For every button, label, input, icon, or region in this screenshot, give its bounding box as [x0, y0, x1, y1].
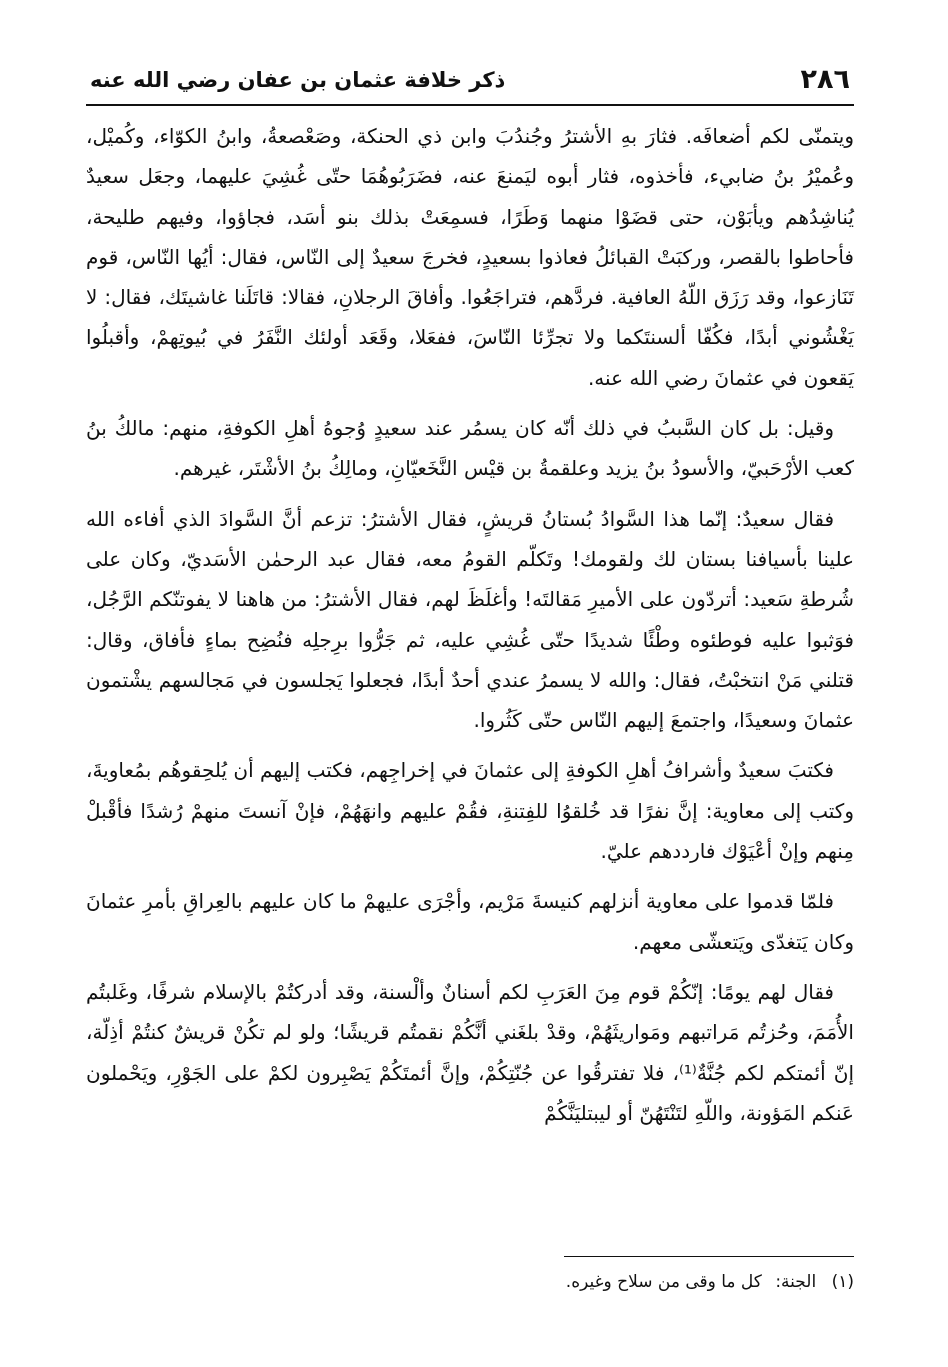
page-header — [86, 60, 854, 106]
running-title: ذكر خلافة عثمان بن عفان رضي الله عنه — [90, 68, 506, 92]
paragraph-2: وقيل: بل كان السَّببُ في ذلك أنّه كان يسمُر عند سعيدٍ وُجوهُ أهلِ الكوفةِ، منهم: مالكُ بنُ كعب الأرْحَبيّ، والأسودُ بنُ يزيد وعلقمةُ بن قيْس النَّخَعيّانِ، ومالِكُ بنُ الأشْتَر، غيرهم. — [86, 416, 854, 481]
paragraph-5: فلمّا قدموا على معاوية أنزلهم كنيسةَ مَرْيم، وأجْرَى عليهمْ ما كان عليهم بالعِراقِ بأمرِ عثمانَ وكان يَتغدّى ويَتعشّى معهم. — [86, 889, 854, 954]
paragraph-1: ويتمنّى لكم أضعافَه. فثارَ بهِ الأشترُ وجُندُبَ وابن ذي الحنكة، وصَعْصعةُ، وابنُ الكوّاء، وكُميْل، وعُميْرُ بنُ ضابيء، فأخذوه، فثار أبوه ليَمنعَ عنه، فضَرَبُوهُمَا حتّى غُشِيَ عليهما، وجعَل سعيدٌ يُناشِدُهم ويأبَوْن، حتى قضَوْا منهما وَطَرًا، فسمِعَتْ بذلك بنو أسَد، فجاؤوا، وفيهم طليحة، فأحاطوا بالقصر، وركبَتْ القبائلُ فعاذوا بسعيدٍ، فخرجَ سعيدٌ إلى النّاس، فقال: أيُها النّاس، قوم تَنَازعوا، وقد رَزَق اللّهُ العافية. فردَّهم، فتراجَعُوا. وأفاقَ الرجلانِ، فقالا: قاتَلَنا غاشيتَك، فقال: لا يَغْشُوني أبدًا، فكُفّا ألسنتَكما ولا تجرِّئا النّاسَ، ففعَلا، وقَعَد أولئك النَّفَرُ في بُيوتِهمْ، وأقبلُوا يَقعون في عثمانَ رضي الله عنه. — [86, 124, 854, 390]
footnote-divider — [564, 1256, 854, 1257]
paragraph-4: فكتبَ سعيدٌ وأشرافُ أهلِ الكوفةِ إلى عثمانَ في إخراجِهم، فكتب إليهم أن يُلحِقوهُم بمُعاويةَ، وكتب إلى معاوية: إنَّ نفرًا قد خُلقوُا للفِتنةِ، فقُمْ عليهم وانهَهُمْ، فإنْ آنستَ منهمْ رُشدًا فأقْبلْ مِنهم وإنْ أعْيَوْك فارددهم عليّ. — [86, 758, 854, 864]
footnote-number: (١) — [831, 1272, 854, 1292]
paragraph-6: فقال لهم يومًا: إنّكُمْ قوم مِنَ العَرَبِ لكم أسنانٌ وألْسنة، وقد أدركتُمْ بالإسلام شرفًا، وغَلبتُم الأُمَمَ، وحُزتُم مَراتبهم ومَواريثَهُمْ، وقدْ بلغَني أنَّكُمْ نقمتُم قريشًا؛ ولو لم تكُنْ قريشٌ كنتُمْ أذِلّة، إنّ أئمتكم لكم جُنَّةٌ⁽¹⁾، فلا تفترقُوا عن جُنّتِكُمْ، وإنَّ أئمتَكُمْ يَصْبِرون لكمْ على الجَوْرِ، ويَحْملون عَنكم المَؤونة، واللّهِ لتَنْتَهُنّ أو ليبتليَنَّكُمْ — [86, 979, 855, 1125]
footnote-text: كل ما وقى من سلاح وغيره. — [565, 1272, 762, 1292]
footnote — [94, 1268, 854, 1296]
page-number: ٢٨٦ — [800, 64, 850, 95]
body-text — [86, 116, 854, 1143]
footnote-term: الجنة: — [775, 1272, 817, 1292]
paragraph-3: فقال سعيدٌ: إنّما هذا السَّوادُ بُستانُ قريشٍ، فقال الأشترُ: تزعم أنَّ السَّوادَ الذي أفاءه الله علينا بأسيافنا بستان لك ولقومك! وتَكلّم القومُ معه، فقال عبد الرحمٰن الأسَديّ، وكان على شُرطةِ سَعيد: أتردّون على الأميرِ مَقالتَه! وأغلَظَ لهم، فقال الأشترُ: من هاهنا لا يفوتنّكم الرَّجُل، فوَثبوا عليه فوطئوه وطْئًا شديدًا حتّى غُشِي عليه، ثم جَرُّوا برِجلِه فنُضِح بماءٍ فأفاق، وقال: قتلني مَنْ انتخبْتُ، فقال: والله لا يسمرُ عندي أحدٌ أبدًا، فجعلوا يَجلسون في مَجالسهم يشْتمون عثمانَ وسعيدًا، واجتمعَ إليهم النّاس حتّى كَثُروا. — [86, 506, 854, 733]
